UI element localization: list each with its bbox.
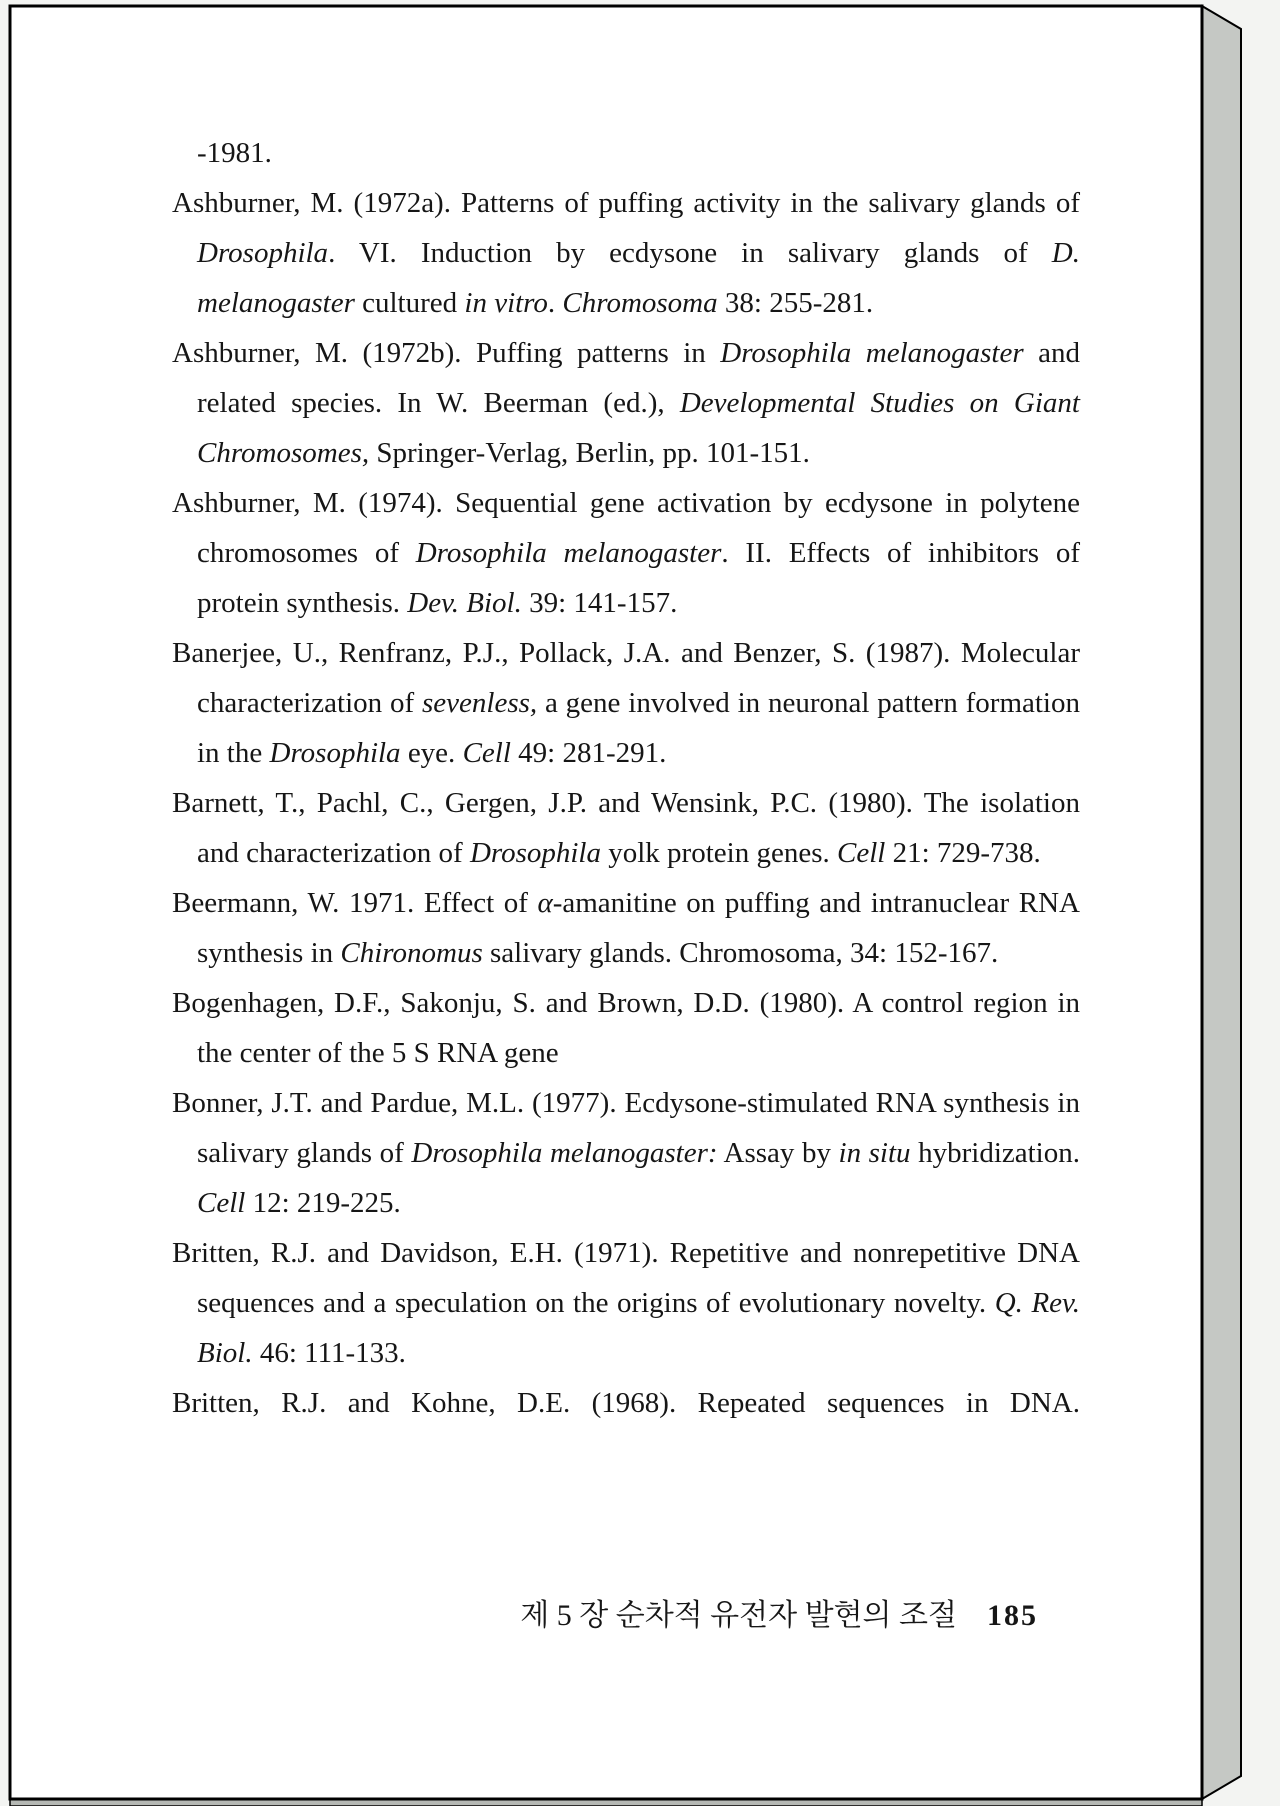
text-run: Britten, R.J. and Davidson, E.H. (1971). Repetitive and nonrepetitive DNA sequences and a speculation on the origins of evolutionary novelty. [172,1237,1080,1319]
references-page [172,128,1080,1428]
italic-text-run: Cell [462,737,511,769]
italic-text-run: Drosophila [269,737,401,769]
italic-text-run: Drosophila melanogaster [720,337,1024,369]
reference-entry [172,1078,1080,1228]
text-run: Springer-Verlag, Berlin, pp. 101-151. [369,437,810,469]
text-run: 21: 729-738. [885,837,1041,869]
italic-text-run: α [537,887,553,919]
references-list [172,178,1080,1428]
reference-entry [172,178,1080,328]
italic-text-run: Developmental Studies on Giant Chromosomes, [197,387,1080,469]
text-run: Bonner, J.T. and Pardue, M.L. (1977). Ecdysone-stimulated RNA synthesis in salivary glands of [172,1087,1080,1169]
reference-entry [172,628,1080,778]
italic-text-run: Cell [197,1187,246,1219]
italic-text-run: Dev. Biol. [407,587,522,619]
text-run: Barnett, T., Pachl, C., Gergen, J.P. and Wensink, P.C. (1980). The isolation and characterization of [172,787,1080,869]
text-run: Ashburner, M. (1972b). Puffing patterns in [172,337,721,369]
text-run: eye. [400,737,463,769]
text-run: Bogenhagen, D.F., Sakonju, S. and Brown, D.D. (1980). A control region in the center of the 5 S RNA gene [172,987,1080,1069]
text-run: and related species. In W. Beerman (ed.), [197,337,1080,419]
reference-entry [172,878,1080,978]
continuation-line: -1981. [197,137,272,169]
text-run: Ashburner, M. (1974). Sequential gene activation by ecdysone in polytene chromosomes of [172,487,1080,569]
text-run: Assay by [717,1137,839,1169]
text-run: . II. Effects of inhibitors of protein synthesis. [197,537,1080,619]
reference-entry [172,478,1080,628]
reference-entry [172,778,1080,878]
italic-text-run: Drosophila [197,237,329,269]
reference-entry [172,1228,1080,1378]
text-run: 38: 255-281. [717,287,874,319]
italic-text-run: in situ [838,1137,911,1169]
text-run: . [547,287,563,319]
text-run: cultured [354,287,465,319]
text-run: hybridization. [910,1137,1080,1169]
italic-text-run: Chironomus [340,937,483,969]
page-footer [172,1590,1080,1634]
page-number: 185 [987,1599,1038,1632]
italic-text-run: D. melanogaster [197,237,1080,319]
text-run: 39: 141-157. [521,587,678,619]
text-run: . VI. Induction by ecdysone in salivary glands of [328,237,1052,269]
text-run: -amanitine on puffing and intranuclear RNA synthesis in [197,887,1080,969]
text-run: 12: 219-225. [245,1187,401,1219]
italic-text-run: Drosophila melanogaster [415,537,722,569]
chapter-title: 제 5 장 순차적 유전자 발현의 조절 [520,1599,957,1632]
text-run: Britten, R.J. and Kohne, D.E. (1968). Repeated sequences in DNA. [172,1387,1080,1419]
italic-text-run: Q. Rev. Biol. [197,1287,1080,1369]
text-run: Banerjee, U., Renfranz, P.J., Pollack, J.A. and Benzer, S. (1987). Molecular characterization of [172,637,1080,719]
text-run: yolk protein genes. [601,837,837,869]
text-run: salivary glands. Chromosoma, 34: 152-167. [482,937,999,969]
text-run: 46: 111-133. [252,1337,406,1369]
text-run: Beermann, W. 1971. Effect of [172,887,538,919]
text-run: 49: 281-291. [510,737,667,769]
text-run: Ashburner, M. (1972a). Patterns of puffing activity in the salivary glands of [172,187,1080,219]
italic-text-run: sevenless, [421,687,538,719]
page-edge-right [1202,6,1241,1799]
reference-entry [172,978,1080,1078]
reference-entry [172,1378,1080,1428]
text-run: a gene involved in neuronal pattern formation in the [197,687,1080,769]
italic-text-run: Drosophila melanogaster: [411,1137,718,1169]
italic-text-run: in vitro [464,287,548,319]
reference-entry [172,328,1080,478]
italic-text-run: Chromosoma [562,287,718,319]
italic-text-run: Cell [836,837,886,869]
italic-text-run: Drosophila [469,837,601,869]
